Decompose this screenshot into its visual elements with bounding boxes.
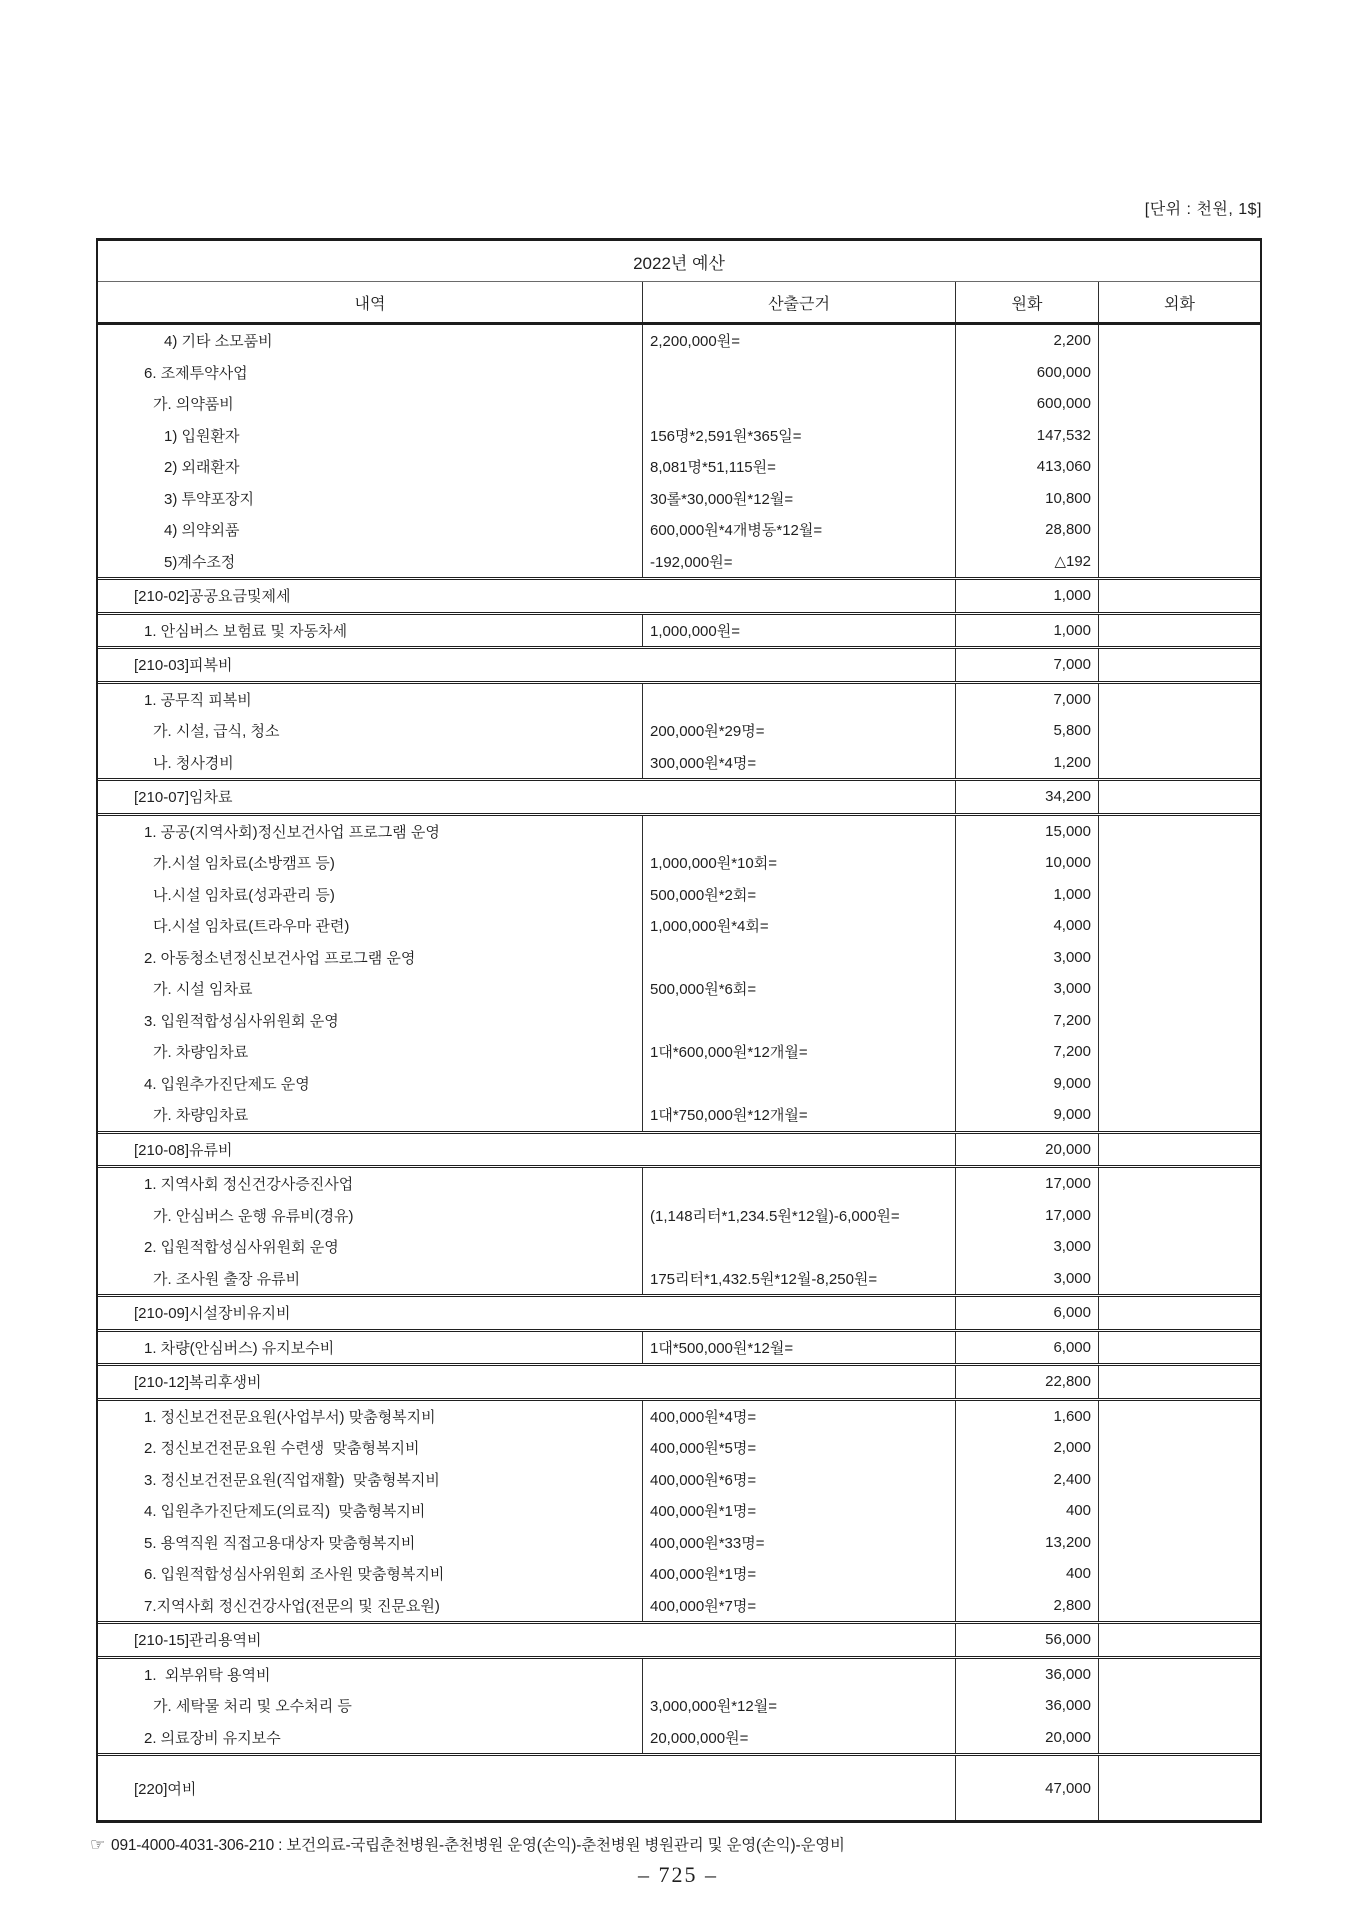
budget-reference-code: 091-4000-4031-306-210 : 보건의료-국립춘천병원-춘천병원 운영(손익)-춘천병원 병원관리 및 운영(손익)-운영비	[111, 1837, 845, 1854]
foreign-currency-cell	[1098, 816, 1260, 848]
calculation-basis: 300,000원*4명=	[642, 747, 955, 779]
table-row	[98, 1690, 1260, 1722]
foreign-currency-cell	[1098, 1495, 1260, 1527]
foreign-currency-cell	[1098, 1401, 1260, 1433]
calculation-basis	[642, 1659, 955, 1691]
item-label: 나. 청사경비	[153, 754, 234, 772]
item-label: 2) 외래환자	[164, 459, 240, 477]
krw-amount: 413,060	[955, 451, 1098, 483]
table-row	[98, 1401, 1260, 1433]
table-row	[98, 1495, 1260, 1527]
foreign-currency-cell	[1098, 649, 1260, 681]
krw-amount: 7,200	[955, 1005, 1098, 1037]
section-label: [210-02]공공요금및제세	[134, 588, 291, 606]
item-label: 가. 시설, 급식, 청소	[153, 723, 280, 741]
calculation-basis: 400,000원*1명=	[642, 1495, 955, 1527]
detail-block	[98, 681, 1260, 779]
calculation-basis: 500,000원*6회=	[642, 973, 955, 1005]
krw-amount: 1,000	[955, 615, 1098, 647]
krw-amount: 36,000	[955, 1690, 1098, 1722]
krw-amount: 6,000	[955, 1332, 1098, 1364]
krw-amount: 1,600	[955, 1401, 1098, 1433]
krw-amount: 1,000	[955, 879, 1098, 911]
table-row	[98, 357, 1260, 389]
calculation-basis: 8,081명*51,115원=	[642, 451, 955, 483]
foreign-currency-cell	[1098, 1134, 1260, 1166]
item-label: 4) 의약외품	[164, 522, 240, 540]
section-row	[98, 1131, 1260, 1166]
krw-amount: 3,000	[955, 1231, 1098, 1263]
item-label: 나.시설 임차료(성과관리 등)	[153, 886, 335, 904]
table-title: 2022년 예산	[98, 241, 1260, 282]
calculation-basis: 400,000원*5명=	[642, 1432, 955, 1464]
table-row	[98, 1068, 1260, 1100]
table-row	[98, 1464, 1260, 1496]
foreign-currency-cell	[1098, 847, 1260, 879]
krw-amount: 3,000	[955, 1263, 1098, 1295]
calculation-basis: 20,000,000원=	[642, 1722, 955, 1754]
foreign-currency-cell	[1098, 910, 1260, 942]
budget-table	[96, 238, 1262, 1823]
foreign-currency-cell	[1098, 1005, 1260, 1037]
krw-amount: 10,800	[955, 483, 1098, 515]
item-label: 가. 조사원 출장 유류비	[153, 1270, 301, 1288]
foreign-currency-cell	[1098, 1690, 1260, 1722]
krw-amount: 2,000	[955, 1432, 1098, 1464]
foreign-currency-cell	[1098, 1099, 1260, 1131]
section-row	[98, 646, 1260, 681]
krw-amount: 2,200	[955, 325, 1098, 357]
item-label: 1) 입원환자	[164, 427, 240, 445]
item-label: 1. 공공(지역사회)정신보건사업 프로그램 운영	[144, 823, 440, 841]
table-header-row	[98, 282, 1260, 325]
item-label: 가. 의약품비	[153, 396, 234, 414]
krw-amount: 400	[955, 1495, 1098, 1527]
calculation-basis: 400,000원*33명=	[642, 1527, 955, 1559]
detail-block	[98, 1165, 1260, 1294]
table-row	[98, 1332, 1260, 1364]
table-row	[98, 1527, 1260, 1559]
calculation-basis: 3,000,000원*12월=	[642, 1690, 955, 1722]
calculation-basis	[642, 816, 955, 848]
column-header-basis: 산출근거	[642, 282, 955, 322]
item-label: 7.지역사회 정신건강사업(전문의 및 진문요원)	[144, 1597, 440, 1615]
unit-label: [단위 : 천원, 1$]	[1144, 201, 1262, 218]
item-label: 가. 차량임차료	[153, 1044, 249, 1062]
krw-amount: 56,000	[955, 1624, 1098, 1656]
table-row	[98, 973, 1260, 1005]
table-row	[98, 910, 1260, 942]
section-row	[98, 1621, 1260, 1656]
krw-amount: 1,200	[955, 747, 1098, 779]
foreign-currency-cell	[1098, 615, 1260, 647]
foreign-currency-cell	[1098, 684, 1260, 716]
krw-amount: 20,000	[955, 1134, 1098, 1166]
section-row	[98, 1294, 1260, 1329]
calculation-basis: 500,000원*2회=	[642, 879, 955, 911]
calculation-basis	[642, 1005, 955, 1037]
table-row	[98, 847, 1260, 879]
foreign-currency-cell	[1098, 1558, 1260, 1590]
page-number: – 725 –	[638, 1862, 718, 1887]
table-row	[98, 388, 1260, 420]
item-label: 4) 기타 소모품비	[164, 333, 273, 351]
krw-amount: 1,000	[955, 580, 1098, 612]
item-label: 1. 차량(안심버스) 유지보수비	[144, 1339, 335, 1357]
foreign-currency-cell	[1098, 483, 1260, 515]
krw-amount: 7,000	[955, 684, 1098, 716]
krw-amount: 36,000	[955, 1659, 1098, 1691]
foreign-currency-cell	[1098, 325, 1260, 357]
item-label: 5. 용역직원 직접고용대상자 맞춤형복지비	[144, 1534, 416, 1552]
krw-amount: 3,000	[955, 973, 1098, 1005]
foreign-currency-cell	[1098, 1068, 1260, 1100]
item-label: 6. 입원적합성심사위원회 조사원 맞춤형복지비	[144, 1566, 445, 1584]
krw-amount: 9,000	[955, 1068, 1098, 1100]
foreign-currency-cell	[1098, 781, 1260, 813]
krw-amount: 13,200	[955, 1527, 1098, 1559]
item-label: 가. 세탁물 처리 및 오수처리 등	[153, 1698, 352, 1716]
section-label: [210-12]복리후생비	[134, 1374, 262, 1392]
krw-amount: 2,400	[955, 1464, 1098, 1496]
foreign-currency-cell	[1098, 973, 1260, 1005]
foreign-currency-cell	[1098, 942, 1260, 974]
calculation-basis	[642, 357, 955, 389]
section-row	[98, 778, 1260, 813]
table-row	[98, 1200, 1260, 1232]
calculation-basis	[642, 1068, 955, 1100]
section-label: [210-07]임차료	[134, 789, 233, 807]
calculation-basis	[642, 388, 955, 420]
calculation-basis: 600,000원*4개병동*12월=	[642, 514, 955, 546]
krw-amount: 47,000	[955, 1756, 1098, 1820]
foreign-currency-cell	[1098, 546, 1260, 578]
krw-amount: 15,000	[955, 816, 1098, 848]
foreign-currency-cell	[1098, 1624, 1260, 1656]
foreign-currency-cell	[1098, 1722, 1260, 1754]
krw-amount: 9,000	[955, 1099, 1098, 1131]
foreign-currency-cell	[1098, 1200, 1260, 1232]
section-label: [220]여비	[134, 1780, 197, 1798]
section-label: [210-08]유류비	[134, 1141, 233, 1159]
table-body	[98, 325, 1260, 1820]
detail-block	[98, 1656, 1260, 1754]
item-label: 6. 조제투약사업	[144, 364, 248, 382]
table-row	[98, 1231, 1260, 1263]
detail-block	[98, 1398, 1260, 1622]
foreign-currency-cell	[1098, 1527, 1260, 1559]
table-row	[98, 1590, 1260, 1622]
calculation-basis: 200,000원*29명=	[642, 715, 955, 747]
krw-amount: 10,000	[955, 847, 1098, 879]
foreign-currency-cell	[1098, 1432, 1260, 1464]
foreign-currency-cell	[1098, 879, 1260, 911]
foreign-currency-cell	[1098, 1297, 1260, 1329]
foreign-currency-cell	[1098, 1590, 1260, 1622]
calculation-basis: 156명*2,591원*365일=	[642, 420, 955, 452]
table-row	[98, 451, 1260, 483]
calculation-basis	[642, 1231, 955, 1263]
calculation-basis: 400,000원*7명=	[642, 1590, 955, 1622]
krw-amount: 28,800	[955, 514, 1098, 546]
item-label: 2. 입원적합성심사위원회 운영	[144, 1239, 339, 1257]
foreign-currency-cell	[1098, 1231, 1260, 1263]
table-row	[98, 420, 1260, 452]
calculation-basis	[642, 942, 955, 974]
calculation-basis: 1대*500,000원*12월=	[642, 1332, 955, 1364]
krw-amount: 3,000	[955, 942, 1098, 974]
table-row	[98, 514, 1260, 546]
foreign-currency-cell	[1098, 1464, 1260, 1496]
pointing-finger-icon: ☞	[90, 1835, 106, 1854]
table-row	[98, 1432, 1260, 1464]
calculation-basis: 2,200,000원=	[642, 325, 955, 357]
calculation-basis: 1,000,000원=	[642, 615, 955, 647]
table-row	[98, 1263, 1260, 1295]
foreign-currency-cell	[1098, 420, 1260, 452]
item-label: 5)계수조정	[164, 553, 236, 571]
krw-amount: 4,000	[955, 910, 1098, 942]
foreign-currency-cell	[1098, 451, 1260, 483]
table-row	[98, 1659, 1260, 1691]
item-label: 가. 안심버스 운행 유류비(경유)	[153, 1207, 354, 1225]
item-label: 3. 정신보건전문요원(직업재활) 맞춤형복지비	[144, 1471, 440, 1489]
krw-amount: 400	[955, 1558, 1098, 1590]
column-header-foreign: 외화	[1098, 282, 1260, 322]
foreign-currency-cell	[1098, 1756, 1260, 1820]
table-row	[98, 879, 1260, 911]
table-row	[98, 1722, 1260, 1754]
table-row	[98, 747, 1260, 779]
footnote	[90, 1833, 845, 1855]
section-label: [210-09]시설장비유지비	[134, 1305, 291, 1323]
calculation-basis: 1대*600,000원*12개월=	[642, 1036, 955, 1068]
table-row	[98, 325, 1260, 357]
item-label: 2. 의료장비 유지보수	[144, 1729, 281, 1747]
item-label: 2. 정신보건전문요원 수련생 맞춤형복지비	[144, 1440, 420, 1458]
item-label: 1. 외부위탁 용역비	[144, 1666, 271, 1684]
foreign-currency-cell	[1098, 1659, 1260, 1691]
column-header-detail: 내역	[354, 295, 386, 313]
item-label: 가. 차량임차료	[153, 1107, 249, 1125]
krw-amount: 147,532	[955, 420, 1098, 452]
foreign-currency-cell	[1098, 1332, 1260, 1364]
table-row	[98, 615, 1260, 647]
foreign-currency-cell	[1098, 580, 1260, 612]
krw-amount: △192	[955, 546, 1098, 578]
table-row	[98, 942, 1260, 974]
table-row	[98, 546, 1260, 578]
krw-amount: 17,000	[955, 1200, 1098, 1232]
table-row	[98, 1558, 1260, 1590]
table-row	[98, 1168, 1260, 1200]
section-label: [210-15]관리용역비	[134, 1632, 262, 1650]
item-label: 1. 안심버스 보험료 및 자동차세	[144, 622, 348, 640]
foreign-currency-cell	[1098, 514, 1260, 546]
calculation-basis: 175리터*1,432.5원*12월-8,250원=	[642, 1263, 955, 1295]
item-label: 3) 투약포장지	[164, 490, 254, 508]
krw-amount: 17,000	[955, 1168, 1098, 1200]
calculation-basis	[642, 1168, 955, 1200]
krw-amount: 6,000	[955, 1297, 1098, 1329]
foreign-currency-cell	[1098, 357, 1260, 389]
foreign-currency-cell	[1098, 1036, 1260, 1068]
krw-amount: 22,800	[955, 1366, 1098, 1398]
column-header-krw: 원화	[955, 282, 1098, 322]
item-label: 1. 지역사회 정신건강사증진사업	[144, 1176, 354, 1194]
calculation-basis: 30롤*30,000원*12월=	[642, 483, 955, 515]
item-label: 가.시설 임차료(소방캠프 등)	[153, 855, 335, 873]
item-label: 가. 시설 임차료	[153, 981, 253, 999]
calculation-basis: 1대*750,000원*12개월=	[642, 1099, 955, 1131]
table-row	[98, 1005, 1260, 1037]
calculation-basis: 400,000원*6명=	[642, 1464, 955, 1496]
item-label: 4. 입원추가진단제도(의료직) 맞춤형복지비	[144, 1503, 426, 1521]
item-label: 1. 공무직 피복비	[144, 691, 252, 709]
section-label: [210-03]피복비	[134, 657, 233, 675]
table-row	[98, 684, 1260, 716]
detail-block	[98, 325, 1260, 577]
krw-amount: 7,200	[955, 1036, 1098, 1068]
table-row	[98, 816, 1260, 848]
krw-amount: 20,000	[955, 1722, 1098, 1754]
section-row	[98, 577, 1260, 612]
table-row	[98, 1099, 1260, 1131]
section-row	[98, 1753, 1260, 1820]
detail-block	[98, 813, 1260, 1131]
krw-amount: 600,000	[955, 388, 1098, 420]
foreign-currency-cell	[1098, 1263, 1260, 1295]
foreign-currency-cell	[1098, 747, 1260, 779]
foreign-currency-cell	[1098, 1366, 1260, 1398]
krw-amount: 600,000	[955, 357, 1098, 389]
krw-amount: 7,000	[955, 649, 1098, 681]
calculation-basis: (1,148리터*1,234.5원*12월)-6,000원=	[642, 1200, 955, 1232]
item-label: 다.시설 임차료(트라우마 관련)	[153, 918, 350, 936]
calculation-basis	[642, 684, 955, 716]
table-row	[98, 1036, 1260, 1068]
item-label: 1. 정신보건전문요원(사업부서) 맞춤형복지비	[144, 1408, 436, 1426]
section-row	[98, 1363, 1260, 1398]
detail-block	[98, 612, 1260, 647]
table-row	[98, 715, 1260, 747]
calculation-basis: 1,000,000원*10회=	[642, 847, 955, 879]
foreign-currency-cell	[1098, 388, 1260, 420]
table-row	[98, 483, 1260, 515]
detail-block	[98, 1329, 1260, 1364]
foreign-currency-cell	[1098, 1168, 1260, 1200]
item-label: 3. 입원적합성심사위원회 운영	[144, 1012, 339, 1030]
item-label: 2. 아동청소년정신보건사업 프로그램 운영	[144, 949, 416, 967]
calculation-basis: 400,000원*1명=	[642, 1558, 955, 1590]
calculation-basis: 400,000원*4명=	[642, 1401, 955, 1433]
krw-amount: 34,200	[955, 781, 1098, 813]
foreign-currency-cell	[1098, 715, 1260, 747]
item-label: 4. 입원추가진단제도 운영	[144, 1075, 310, 1093]
krw-amount: 2,800	[955, 1590, 1098, 1622]
krw-amount: 5,800	[955, 715, 1098, 747]
calculation-basis: 1,000,000원*4회=	[642, 910, 955, 942]
calculation-basis: -192,000원=	[642, 546, 955, 578]
